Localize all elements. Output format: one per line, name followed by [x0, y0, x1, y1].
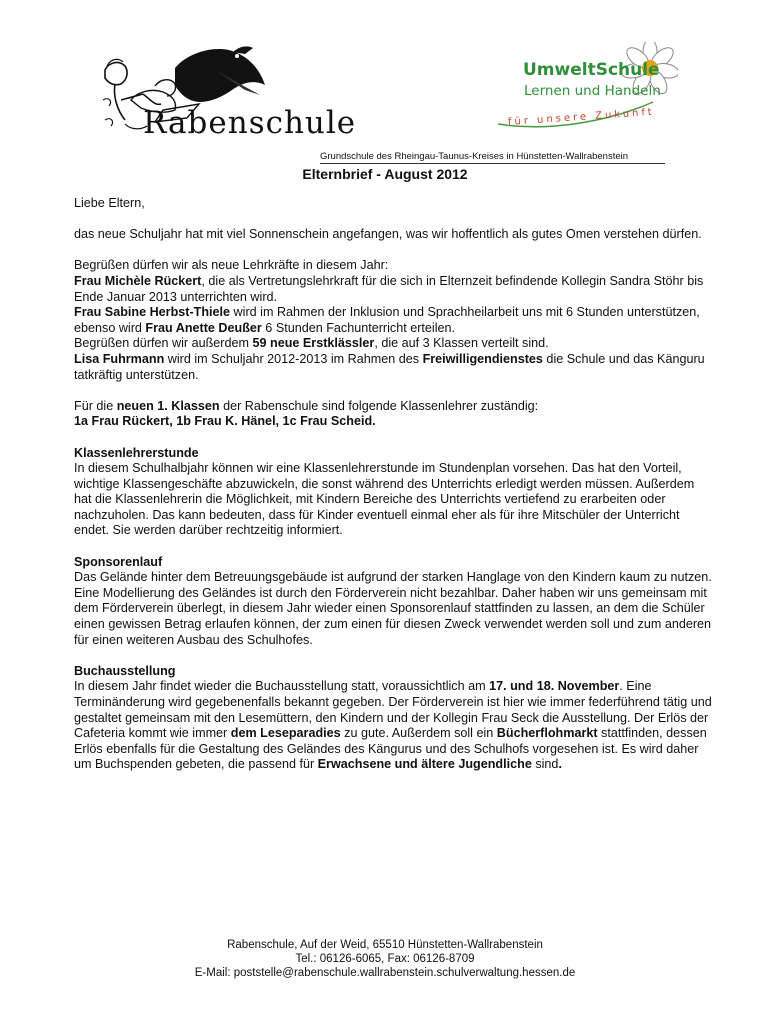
- klassenlehrerstunde-section: Klassenlehrerstunde In diesem Schulhalbjahr können wir eine Klassenlehrerstunde im Stundenplan vorsehen. Das hat den Vorteil, wichtige Klassengeschäfte abzuwickeln, die sonst während des Unterrichts erledigt werden müssen. Außerdem hat die Klassenlehrerin die Möglichkeit, mit Kindern Bereiche des Unterrichts vertiefend zu erarbeiten oder nachzuholen. Das kann bedeuten, dass für Kinder eventuell einmal eher als für ihre Mitschüler der Unterricht endet. Sie werden darüber rechtzeitig informiert.: [74, 445, 695, 538]
- section-heading: Klassenlehrerstunde: [74, 445, 199, 460]
- school-name: Rabenschule: [143, 105, 357, 141]
- header-divider: [320, 163, 665, 164]
- footer-address: Rabenschule, Auf der Weid, 65510 Hünstetten-Wallrabenstein: [227, 939, 543, 951]
- umwelt-line1: UmweltSchule: [523, 60, 660, 80]
- section-heading: Buchausstellung: [74, 663, 176, 678]
- footer-phone: Tel.: 06126-6065, Fax: 06126-8709: [295, 953, 475, 965]
- umwelt-line3: für unsere Zukunft: [507, 106, 656, 128]
- section-heading: Sponsorenlauf: [74, 554, 163, 569]
- umwelt-line2: Lernen und Handeln: [524, 83, 661, 99]
- school-subtitle: Grundschule des Rheingau-Taunus-Kreises in Hünstetten-Wallrabenstein: [320, 151, 629, 162]
- footer-email: E-Mail: poststelle@rabenschule.wallrabenstein.schulverwaltung.hessen.de: [194, 967, 576, 979]
- classes-paragraph: Für die neuen 1. Klassen der Rabenschule sind folgende Klassenlehrer zuständig: 1a Frau Rückert, 1b Frau K. Hänel, 1c Frau Scheid.: [74, 398, 539, 429]
- sponsorenlauf-section: Sponsorenlauf Das Gelände hinter dem Betreuungsgebäude ist aufgrund der starken Hanglage von den Kindern kaum zu nutzen. Eine Modellierung des Geländes ist durch den Förderverein nicht bezahlbar. Daher haben wir uns gemeinsam mit dem Förderverein überlegt, in diesem Jahr wieder einen Sponsorenlauf stattfinden zu lassen, an dem die Schüler einen gewissen Betrag erlaufen können, der zum einen für diesen Zweck verwendet werden soll und zum anderen für einen weiteren Ausbau des Schulhofes.: [74, 554, 712, 647]
- buchausstellung-section: Buchausstellung In diesem Jahr findet wieder die Buchausstellung statt, voraussichtlich am 17. und 18. November. Eine Terminänderung wird gegebenenfalls bekannt gegeben. Der Förderverein ist hier wie immer federführend tätig und gestaltet gemeinsam mit den Lesemüttern, den Kindern und der Kollegin Frau Seck die Ausstellung. Der Erlös der Cafeteria kommt wie immer dem Leseparadies zu gute. Außerdem soll ein Bücherflohmarkt stattfinden, dessen Erlös ebenfalls für die Gestaltung des Geländes des Kängurus und des Schulhofs vorgesehen ist. Es wird daher um Buchspenden gebeten, die passend für Erwachsene und ältere Jugendliche sind.: [74, 663, 712, 772]
- staff-paragraph: Begrüßen dürfen wir als neue Lehrkräfte in diesem Jahr: Frau Michèle Rückert, die als Vertretungslehrkraft für die sich in Elternzeit befindende Kollegin Sandra Stöhr bis Ende Januar 2013 unterrichten wird. Frau Sabine Herbst-Thiele wird im Rahmen der Inklusion und Sprachheilarbeit uns mit 6 Stunden unterstützen, ebenso wird Frau Anette Deußer 6 Stunden Fachunterricht erteilen. Begrüßen dürfen wir außerdem 59 neue Erstklässler, die auf 3 Klassen verteilt sind. Lisa Fuhrmann wird im Schuljahr 2012-2013 im Rahmen des Freiwilligendienstes die Schule und das Känguru tatkräftig unterstützen.: [74, 258, 705, 382]
- greeting: Liebe Eltern,: [74, 196, 145, 210]
- letter-title: Elternbrief - August 2012: [302, 166, 468, 182]
- intro-paragraph: das neue Schuljahr hat mit viel Sonnenschein angefangen, was wir hoffentlich als gutes Omen verstehen dürfen.: [74, 227, 702, 242]
- letter-body: [74, 196, 714, 789]
- letter-footer: [0, 938, 770, 980]
